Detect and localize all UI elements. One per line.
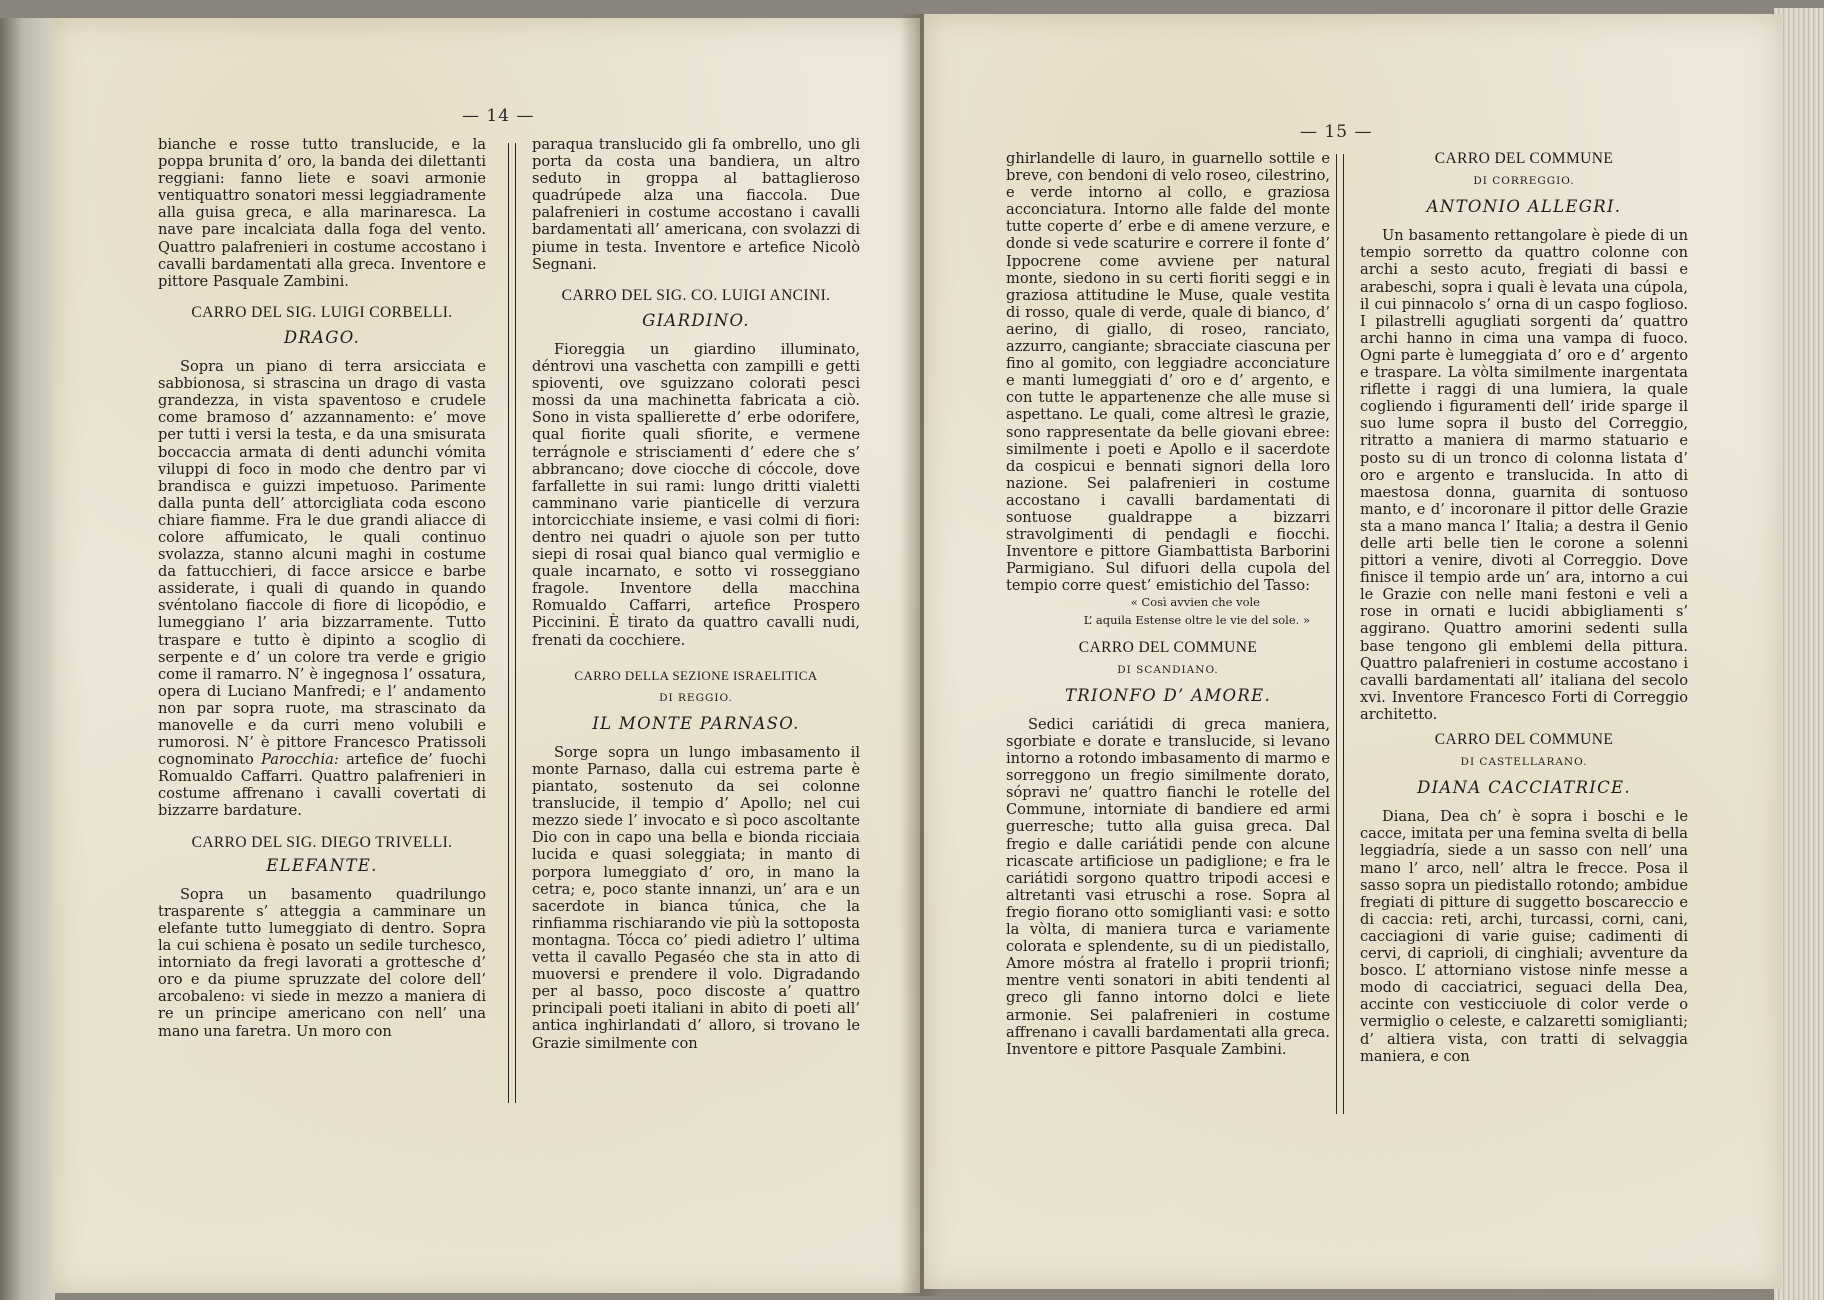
paragraph: bianche e rosse tutto translucide, e la poppa brunita d’ oro, la banda dei dilettanti reggiani: fanno liete e soavi armonie ventiquattro sonatori messi leggiadramente alla guisa greca, e alla marinaresca. La nave pare incalciata dalla foga del vento. Quattro palafrenieri in costume accostano i cavalli bardamentati alla greca. Inventore e pittore Pasquale Zambini.: [158, 136, 486, 290]
paragraph: paraqua translucido gli fa ombrello, uno gli porta da costa una bandiera, un altro seduto in groppa al battaglieroso quadrúpede alza una fiaccola. Due palafrenieri in costume accostano i cavalli bardamentati all’ americana, con svolazzi di piume in testa. Inventore e artefice Nicolò Segnani.: [532, 136, 860, 273]
section-subheading: DI SCANDIANO.: [1117, 663, 1219, 676]
italic-name: Parocchia:: [261, 751, 339, 769]
paragraph-text: Sopra un piano di terra arsicciata e sabbionosa, si strascina un drago di vasta grandezza, in vista spaventoso e crudele come bramoso d’ azzannamento: e’ move per tutti i versi la testa, e da una smisurata boccaccia armata di denti adunchi vómita viluppi di foco in modo che dentro par vi brandisca e guizzi impetuoso. Parimente dalla punta dell’ attorcigliata coda escono chiare fiamme. Fra le due grandi aliacce di colore affumicato, le quali continuo svolazza, stanno alcuni maghi in costume da fattucchieri, di facce arsicce e barbe assiderate, i quali di quando in quando svéntolano fiaccole di fiore di licopódio, e lumeggiano l’ aria bizzarramente. Tutto traspare e tutto è dipinto a scoglio di serpente e d’ un colore tra verde e grigio come il ramarro. N’ è ingegnosa l’ ossatura, opera di Luciano Manfredi; e l’ andamento non par sopra ruote, ma strascinato da manovelle e da curri meno volubili e rumorosi. N’ è pittore Francesco Pratissoli cognominato: [158, 358, 486, 769]
paragraph: ghirlandelle di lauro, in guarnello sottile e breve, con bendoni di velo roseo, cilestrino, e verde intorno al collo, e graziosa acconciatura. Intorno alle falde del monte tutte coperte d’ erbe e di amene verzure, e donde si vede scaturire e correre il fonte d’ Ippocrene come avviene per natural monte, siedono in su certi fioriti seggi e in graziosa attitudine le Muse, quale vestita di rosso, quale di verde, quale di bianco, d’ aerino, di giallo, di roseo, ranciato, azzurro, cangiante; sbracciate ciascuna per fino al gomito, con leggiadre acconciature e manti lumeggiati d’ oro e d’ argento, e con tutte le appartenenze che alle muse si aspettano. Le quali, come altresì le grazie, sono rappresentate da belle giovani ebree: similmente i poeti e Apollo e il sacerdote da cospicui e bennati signori della loro nazione. Sei palafrenieri in costume accostano i cavalli bardamentati di sontuose gualdrappe a bizzarri stravolgimenti di pendagli e fiocchi. Inventore e pittore Giambattista Barborini Parmigiano. Sul difuori della cupola del tempio corre quest’ emistichio del Tasso:: [1006, 150, 1330, 595]
section-title: ANTONIO ALLEGRI.: [1426, 197, 1622, 217]
section-title: DIANA CACCIATRICE.: [1417, 778, 1631, 798]
section-subheading: DI CASTELLARANO.: [1460, 756, 1588, 769]
paragraph: Un basamento rettangolare è piede di un tempio sorretto da quattro colonne con archi a sesto acuto, fregiati di bassi e arabeschi, sopra i quali è levata una cúpola, il cui pinnacolo s’ orna di un caspo foglioso. I pilastrelli agugliati sorgenti da’ quattro archi hanno in cima una vampa di fuoco. Ogni parte è lumeggiata d’ oro e d’ argento e traspare. La vòlta similmente inargentata riflette i raggi di una lumiera, la quale cogliendo i figuramenti dell’ iride sparge il suo lume sopra il busto del Correggio, ritratto a maniera di marmo statuario e posto su di un tronco di colonna listata d’ oro e argento e translucida. In atto di maestosa donna, guarnita di sontuoso manto, e d’ incoronare il pittor delle Grazie sta a mano manca l’ Italia; a destra il Genio delle arti belle tien le corone a solenni pittori a venire, divoti al Correggio. Dove finisce il tempio arde un’ ara, intorno a cui le Grazie con nelle mani festoni e veli a rose in ornati e lucidi abbigliamenti s’ aggirano. Quattro amorini sedenti sulla base tengono gli emblemi della pittura. Quattro palafrenieri in costume accostano i cavalli bardamentati all’ italiana del secolo xvi. Inventore Francesco Forti di Correggio architetto.: [1360, 227, 1688, 723]
left-page: [52, 18, 920, 1293]
right-page: [924, 14, 1782, 1289]
column-rule: [1336, 154, 1344, 1114]
section-heading: CARRO DEL COMMUNE: [1078, 638, 1258, 656]
right-page-column-1: [1006, 150, 1330, 1058]
section-heading: CARRO DEL COMMUNE: [1434, 731, 1614, 748]
section-subheading: DI REGGIO.: [659, 691, 733, 704]
section-heading: CARRO DEL SIG. CO. LUIGI ANCINI.: [561, 286, 831, 304]
paragraph: Sorge sopra un lungo imbasamento il monte Parnaso, dalla cui estrema parte è piantato, sostenuto da sei colonne translucide, il tempio d’ Apollo; nel cui mezzo siede l’ invocato e sì poco ascoltante Dio con in capo una bella e bionda ricciaia lucida e quasi soleggiata; in manto di porpora lumeggiato d’ oro, in mano la cetra; e, poco stante innanzi, un’ ara e un sacerdote in bianca túnica, che la rinfiamma rischiarando vie più la sottoposta montagna. Tócca co’ piedi adietro l’ ultima vetta il cavallo Pegaséo che sta in atto di muoversi e prendere il volo. Digradando per al basso, poco discoste a’ quattro principali poeti italiani in abito di poeti all’ antica inghirlandati d’ alloro, si trovano le Grazie similmente con: [532, 743, 860, 1052]
left-page-column-2: [532, 136, 860, 1052]
page-number-right: — 15 —: [1300, 122, 1373, 142]
section-heading: CARRO DEL SIG. DIEGO TRIVELLI.: [191, 833, 453, 851]
left-page-column-1: [158, 136, 486, 1040]
paragraph: Sopra un basamento quadrilungo trasparente s’ atteggia a camminare un elefante tutto lumeggiato di dentro. Sopra la cui schiena è posato un sedile turchesco, intorniato da fregi lavorati a grottesche d’ oro e da piume spruzzate del colore dell’ arcobaleno: vi siede in mezzo a maniera di re un principe americano con nell’ una mano una faretra. Un moro con: [158, 885, 486, 1040]
paragraph-text: artefice de’ fuochi Romualdo Caffarri. Quattro palafrenieri in costume affrenano i cavalli covertati di bizzarre bardature.: [158, 751, 486, 820]
section-title: GIARDINO.: [642, 310, 750, 330]
verse-line: « Così avvien che vole: [1130, 595, 1260, 610]
section-heading: CARRO DELLA SEZIONE ISRAELITICA: [574, 667, 818, 683]
paragraph: [158, 358, 486, 820]
section-title: DRAGO.: [283, 327, 361, 347]
right-page-column-2: [1360, 150, 1688, 1065]
section-title: TRIONFO D’ AMORE.: [1064, 685, 1271, 705]
section-heading: CARRO DEL COMMUNE: [1434, 150, 1614, 167]
paragraph: Diana, Dea ch’ è sopra i boschi e le cacce, imitata per una femina svelta di bella leggiadría, siede a un sasso con nell’ una mano l’ arco, nell’ altra le frecce. Posa il sasso sopra un piedistallo rotondo; ambidue fregiati di pitture di suggetto boscareccio e di caccia: reti, archi, turcassi, corni, cani, cacciagioni di varie guise; cadimenti di cervi, di caprioli, di cinghiali; avventure da bosco. L’ attorniano vistose ninfe messe a modo di cacciatrici, seguaci della Dea, accinte con vesticciuole di color verde o vermiglio o celeste, e calzaretti somiglianti; d’ altiera vista, con tratti di selvaggia maniera, e con: [1360, 808, 1688, 1065]
section-heading: CARRO DEL SIG. LUIGI CORBELLI.: [191, 303, 453, 321]
section-title: IL MONTE PARNASO.: [592, 713, 800, 733]
section-title: ELEFANTE.: [266, 855, 378, 875]
section-subheading: DI CORREGGIO.: [1473, 175, 1575, 188]
page-number-left: — 14 —: [462, 106, 535, 126]
book-left-edge: [0, 18, 55, 1300]
paragraph: Fioreggia un giardino illuminato, déntrovi una vaschetta con zampilli e getti spioventi, ove sguizzano colorati pesci mossi da una machinetta fabricata a ciò. Sono in vista spallierette d’ erbe odorifere, qual fiorite quali sfiorite, e vermene terrágnole e strisciamenti d’ edere che s’ abbrancano; dove ciocche di cóccole, dove farfallette in sui rami: lungo dritti vialetti camminano varie pianticelle di verzura intorcicchiate insieme, e vasi colmi di fiori: dentro nei quadri o ajuole son per tutto siepi di rosai qual bianco qual vermiglio e quale incarnato, e sotto vi rosseggiano fragole. Inventore della macchina Romualdo Caffarri, artefice Prospero Piccinini. È tirato da quattro cavalli nudi, frenati da cocchiere.: [532, 340, 860, 649]
paragraph: Sedici cariátidi di greca maniera, sgorbiate e dorate e translucide, si levano intorno a rotondo imbasamento di marmo e sorreggono un fregio similmente dorato, sópravi ne’ quattro fianchi le rotelle del Commune, intorniate di bandiere ed armi guerresche; tutto alla guisa greca. Dal fregio e dalle cariátidi pende con alcune ricascate artificiose un padiglione; e fra le cariátidi sorgono quattro tripodi accesi e altretanti vasi etruschi a rose. Sopra al fregio fiorano otto somiglianti vasi: e sotto la vòlta, di maniera turca e variamente colorata e splendente, su di un piedistallo, Amore móstra al fratello i proprii trionfi; mentre venti sonatori in abiti tendenti al greco gli fanno intorno dolci e liete armonie. Sei palafrenieri in costume affrenano i cavalli bardamentati alla greca. Inventore e pittore Pasquale Zambini.: [1006, 715, 1330, 1058]
verse-line: L’ aquila Estense oltre le vie del sole. »: [1083, 612, 1310, 627]
column-rule: [508, 143, 516, 1103]
